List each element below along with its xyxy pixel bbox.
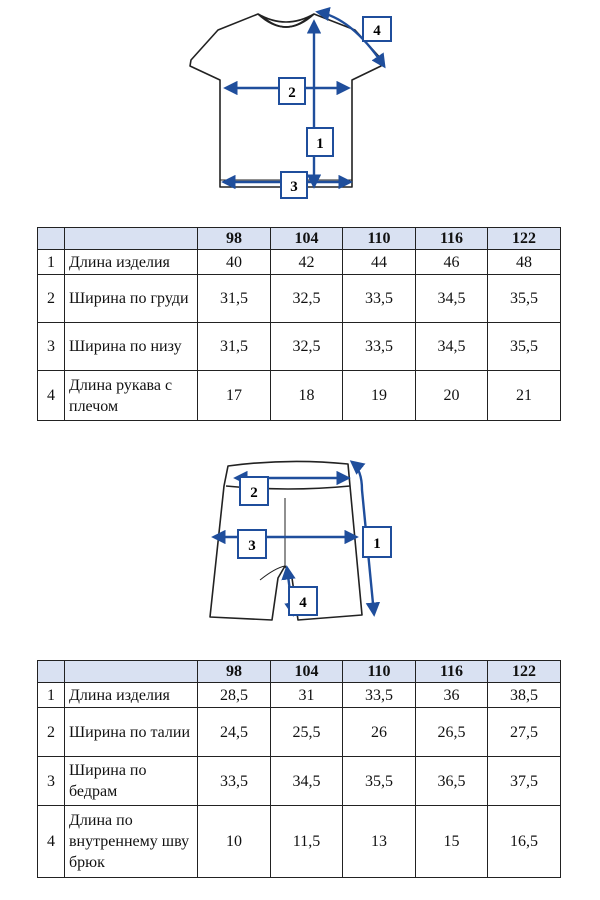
row-number: 2 xyxy=(38,275,65,323)
cell-value: 36,5 xyxy=(416,757,488,806)
cell-value: 15 xyxy=(416,806,488,878)
cell-value: 46 xyxy=(416,250,488,275)
row-number: 3 xyxy=(38,757,65,806)
cell-value: 31,5 xyxy=(198,275,271,323)
cell-value: 35,5 xyxy=(488,275,561,323)
shorts-marker-2 xyxy=(240,477,268,505)
row-number: 4 xyxy=(38,371,65,421)
cell-value: 34,5 xyxy=(416,323,488,371)
cell-value: 25,5 xyxy=(271,708,343,757)
row-label: Ширина по талии xyxy=(65,708,198,757)
cell-value: 34,5 xyxy=(416,275,488,323)
table-row xyxy=(38,757,561,806)
table-row xyxy=(38,323,561,371)
cell-value: 13 xyxy=(343,806,416,878)
row-label: Ширина по бедрам xyxy=(65,757,198,806)
cell-value: 11,5 xyxy=(271,806,343,878)
size-header: 110 xyxy=(343,661,416,683)
size-header: 104 xyxy=(271,228,343,250)
cell-value: 20 xyxy=(416,371,488,421)
tshirt-marker-4 xyxy=(363,17,391,41)
header-blank xyxy=(38,228,65,250)
size-header: 122 xyxy=(488,228,561,250)
cell-value: 38,5 xyxy=(488,683,561,708)
svg-text:1: 1 xyxy=(316,136,324,152)
cell-value: 27,5 xyxy=(488,708,561,757)
row-label: Ширина по низу xyxy=(65,323,198,371)
table-row xyxy=(38,708,561,757)
table-row xyxy=(38,275,561,323)
header-blank xyxy=(38,661,65,683)
tshirt-diagram xyxy=(0,0,600,210)
row-number: 2 xyxy=(38,708,65,757)
row-number: 1 xyxy=(38,250,65,275)
table-header-row xyxy=(38,661,561,683)
cell-value: 33,5 xyxy=(343,323,416,371)
size-header: 98 xyxy=(198,661,271,683)
row-number: 1 xyxy=(38,683,65,708)
cell-value: 35,5 xyxy=(488,323,561,371)
cell-value: 21 xyxy=(488,371,561,421)
svg-text:2: 2 xyxy=(250,485,258,501)
table-row xyxy=(38,250,561,275)
cell-value: 34,5 xyxy=(271,757,343,806)
row-label: Длина изделия xyxy=(65,683,198,708)
cell-value: 31,5 xyxy=(198,323,271,371)
shorts-marker-1 xyxy=(363,527,391,557)
cell-value: 17 xyxy=(198,371,271,421)
size-header: 98 xyxy=(198,228,271,250)
cell-value: 26 xyxy=(343,708,416,757)
cell-value: 48 xyxy=(488,250,561,275)
cell-value: 32,5 xyxy=(271,275,343,323)
tshirt-marker-3 xyxy=(281,172,307,198)
table-row xyxy=(38,371,561,421)
cell-value: 26,5 xyxy=(416,708,488,757)
cell-value: 16,5 xyxy=(488,806,561,878)
tshirt-marker-1 xyxy=(307,128,333,156)
shorts-diagram xyxy=(0,450,600,630)
size-header: 110 xyxy=(343,228,416,250)
cell-value: 40 xyxy=(198,250,271,275)
cell-value: 19 xyxy=(343,371,416,421)
svg-text:4: 4 xyxy=(299,595,307,611)
shorts-size-table xyxy=(37,660,561,878)
header-blank xyxy=(65,228,198,250)
row-number: 3 xyxy=(38,323,65,371)
row-label: Ширина по груди xyxy=(65,275,198,323)
row-label: Длина по внутреннему шву брюк xyxy=(65,806,198,878)
tshirt-size-table xyxy=(37,227,561,421)
row-number: 4 xyxy=(38,806,65,878)
cell-value: 44 xyxy=(343,250,416,275)
cell-value: 33,5 xyxy=(343,275,416,323)
size-header: 122 xyxy=(488,661,561,683)
cell-value: 31 xyxy=(271,683,343,708)
tshirt-marker-2 xyxy=(279,78,305,104)
cell-value: 35,5 xyxy=(343,757,416,806)
shorts-outline-icon xyxy=(210,461,362,620)
svg-text:1: 1 xyxy=(373,536,381,552)
cell-value: 18 xyxy=(271,371,343,421)
table-header-row xyxy=(38,228,561,250)
header-blank xyxy=(65,661,198,683)
cell-value: 32,5 xyxy=(271,323,343,371)
row-label: Длина рукава с плечом xyxy=(65,371,198,421)
size-header: 104 xyxy=(271,661,343,683)
svg-text:3: 3 xyxy=(248,538,256,554)
cell-value: 36 xyxy=(416,683,488,708)
cell-value: 33,5 xyxy=(343,683,416,708)
row-label: Длина изделия xyxy=(65,250,198,275)
size-header: 116 xyxy=(416,661,488,683)
cell-value: 28,5 xyxy=(198,683,271,708)
svg-text:4: 4 xyxy=(373,23,381,39)
cell-value: 10 xyxy=(198,806,271,878)
size-header: 116 xyxy=(416,228,488,250)
cell-value: 33,5 xyxy=(198,757,271,806)
shorts-marker-3 xyxy=(238,530,266,558)
shorts-marker-4 xyxy=(289,587,317,615)
cell-value: 24,5 xyxy=(198,708,271,757)
table-row xyxy=(38,806,561,878)
cell-value: 42 xyxy=(271,250,343,275)
table-row xyxy=(38,683,561,708)
svg-text:3: 3 xyxy=(290,179,298,195)
cell-value: 37,5 xyxy=(488,757,561,806)
svg-text:2: 2 xyxy=(288,85,296,101)
